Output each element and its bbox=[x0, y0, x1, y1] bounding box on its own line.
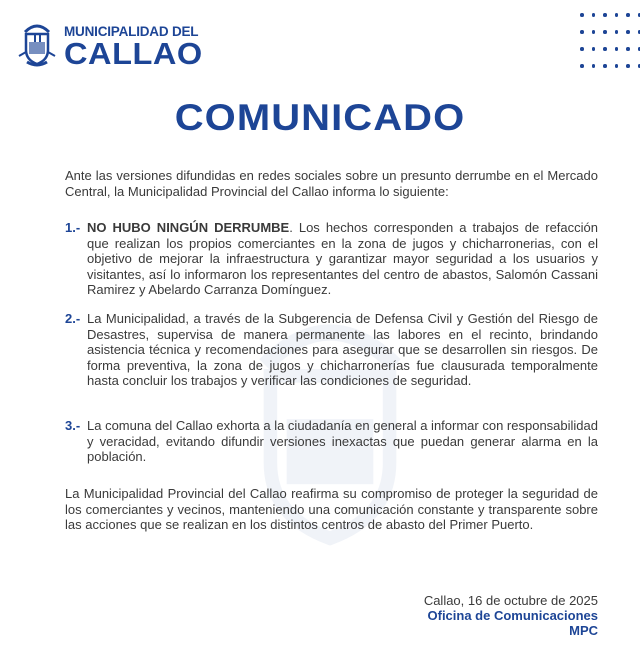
office-name: Oficina de Comunicaciones bbox=[427, 608, 598, 623]
closing-text: La Municipalidad Provincial del Callao reafirma su compromiso de proteger la seguridad de los comerciantes y vecinos, manteniendo una comunicación constante y transparente sobre las acciones que se realizan en los distintos centros de abasto del Primer Puerto. bbox=[65, 486, 598, 532]
list-item bbox=[65, 220, 598, 298]
brand-line1: MUNICIPALIDAD DEL bbox=[64, 24, 199, 39]
item-text: La comuna del Callao exhorta a la ciudadanía en general a informar con responsabilidad y veracidad, evitando difundir versiones inexactas que puedan generar alarma en la población. bbox=[87, 418, 598, 464]
list-item bbox=[65, 418, 598, 465]
item-number: 3.- bbox=[65, 418, 81, 433]
intro-text: Ante las versiones difundidas en redes sociales sobre un presunto derrumbe en el Mercado Central, la Municipalidad Provincial del Callao informa lo siguiente: bbox=[65, 168, 598, 199]
closing-paragraph bbox=[65, 486, 598, 533]
item-number: 2.- bbox=[65, 311, 81, 326]
decorative-dot-pattern bbox=[580, 0, 640, 81]
brand-wordmark bbox=[64, 24, 203, 71]
date-line: Callao, 16 de octubre de 2025 bbox=[423, 593, 598, 608]
item-text: La Municipalidad, a través de la Subgerencia de Defensa Civil y Gestión del Riesgo de Desastres, supervisa de manera permanente las labores en el recinto, brindando asistencia técnica y recomendaciones para asegurar que se desarrollen sin riesgos. De forma preventiva, la zona de jugos y chicharronerías fue clausurada temporalmente hasta concluir los trabajos y verificar las condiciones de seguridad. bbox=[87, 311, 598, 388]
item-bold-text: NO HUBO NINGÚN DERRUMBE bbox=[87, 220, 290, 235]
page-title: COMUNICADO bbox=[174, 97, 466, 138]
item-number: 1.- bbox=[65, 220, 81, 235]
item-text: . Los hechos corresponden a trabajos de refacción que realizan los propios comerciantes en la zona de jugos y chicharronerias, con el objetivo de mejorar la infraestructura y garantizar mayor seguridad a los usuarios y visitantes, así lo informaron los representantes del centro de abastos, Salomón Cassani Ramirez y Abelardo Carranza Domínguez. bbox=[87, 220, 599, 297]
intro-paragraph bbox=[65, 168, 598, 199]
callao-coat-of-arms-logo bbox=[17, 20, 57, 68]
org-abbreviation: MPC bbox=[569, 623, 598, 638]
brand-line2: CALLAO bbox=[64, 36, 203, 71]
list-item bbox=[65, 311, 598, 389]
signature-block bbox=[424, 593, 598, 638]
